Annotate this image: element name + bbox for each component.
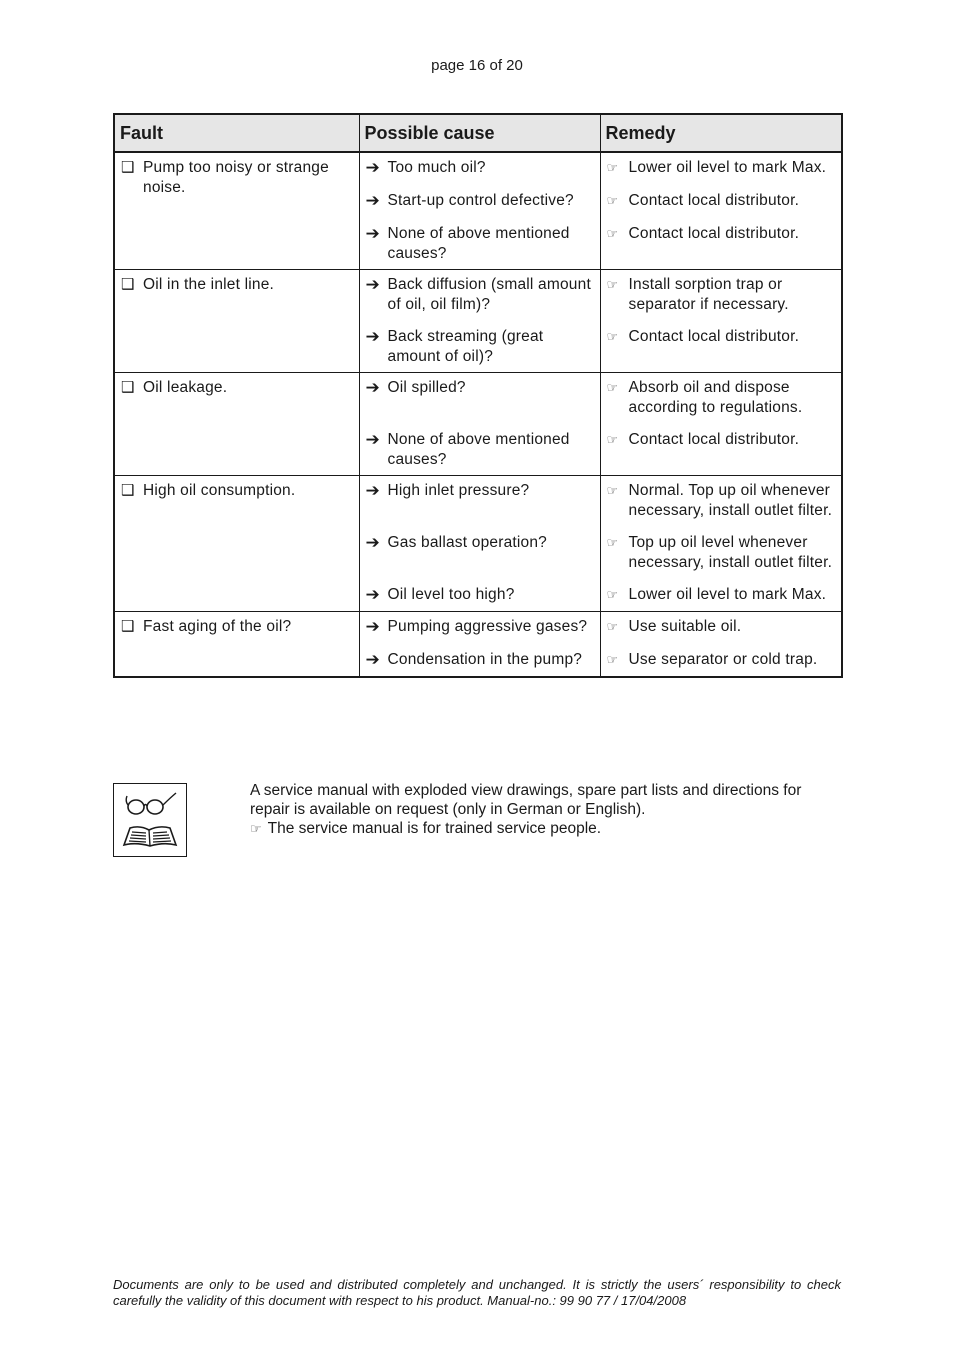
- arrow-right-icon: ➔: [365, 650, 380, 669]
- pointing-hand-icon: ☞: [606, 380, 619, 395]
- remedy-item: [607, 617, 836, 637]
- fault-item-text: Oil leakage.: [143, 379, 228, 396]
- arrow-right-icon: ➔: [365, 617, 380, 636]
- table-row: [114, 612, 842, 678]
- remedy-item: [607, 378, 836, 417]
- remedy-cell: [600, 476, 842, 612]
- pointing-hand-icon: ☞: [606, 432, 619, 447]
- fault-item: [121, 481, 353, 501]
- footer-disclaimer: Documents are only to be used and distributed completely and unchanged. It is strictly the users´ responsibility to check carefully the validity of this document with respect to his product. Manual-no.: 99 90 77 / 17/04/2008: [113, 1277, 841, 1308]
- cause-item: [366, 430, 594, 469]
- pointing-hand-icon: ☞: [606, 160, 619, 175]
- pointing-hand-icon: ☞: [606, 226, 619, 241]
- fault-item: [121, 617, 353, 637]
- fault-cell: [114, 152, 359, 270]
- remedy-item: [607, 481, 836, 520]
- pointing-hand-icon: ☞: [606, 483, 619, 498]
- remedy-item-text: Use separator or cold trap.: [628, 651, 818, 668]
- remedy-cell: [600, 373, 842, 476]
- remedy-item: [607, 585, 836, 605]
- checkbox-icon: ❑: [121, 276, 135, 293]
- fault-item: [121, 158, 353, 197]
- pointing-hand-icon: ☞: [250, 821, 262, 836]
- arrow-right-icon: ➔: [365, 533, 380, 552]
- remedy-item-text: Absorb oil and dispose according to regulations.: [628, 379, 803, 416]
- remedy-item-text: Install sorption trap or separator if necessary.: [628, 276, 789, 313]
- fault-item-text: Oil in the inlet line.: [143, 276, 275, 293]
- table-row: [114, 152, 842, 270]
- fault-item: [121, 275, 353, 295]
- cause-item: [366, 585, 594, 605]
- cause-item: [366, 481, 594, 520]
- remedy-item: [607, 533, 836, 572]
- service-manual-hint: [250, 819, 845, 838]
- cause-cell: [359, 612, 600, 678]
- remedy-item-text: Contact local distributor.: [628, 328, 800, 345]
- cause-item: [366, 158, 594, 178]
- cause-item-text: Gas ballast operation?: [387, 534, 547, 551]
- cause-cell: [359, 476, 600, 612]
- checkbox-icon: ❑: [121, 379, 135, 396]
- arrow-right-icon: ➔: [365, 158, 380, 177]
- remedy-item: [607, 158, 836, 178]
- arrow-right-icon: ➔: [365, 585, 380, 604]
- cause-item-text: Pumping aggressive gases?: [387, 618, 588, 635]
- pointing-hand-icon: ☞: [606, 652, 619, 667]
- pointing-hand-icon: ☞: [606, 193, 619, 208]
- pointing-hand-icon: ☞: [606, 619, 619, 634]
- glasses-and-book-icon: [114, 784, 186, 856]
- fault-cell: [114, 612, 359, 678]
- header-remedy: Remedy: [600, 114, 842, 152]
- cause-item: [366, 275, 594, 314]
- remedy-item-text: Top up oil level whenever necessary, install outlet filter.: [628, 534, 833, 571]
- pointing-hand-icon: ☞: [606, 277, 619, 292]
- arrow-right-icon: ➔: [365, 191, 380, 210]
- cause-item-text: Back diffusion (small amount of oil, oil film)?: [387, 276, 591, 313]
- remedy-cell: [600, 152, 842, 270]
- fault-cell: [114, 373, 359, 476]
- cause-item-text: None of above mentioned causes?: [387, 225, 570, 262]
- arrow-right-icon: ➔: [365, 327, 380, 346]
- fault-item-text: Pump too noisy or strange noise.: [143, 159, 329, 196]
- remedy-item: [607, 191, 836, 211]
- remedy-item: [607, 275, 836, 314]
- remedy-cell: [600, 612, 842, 678]
- cause-item-text: High inlet pressure?: [387, 482, 530, 499]
- fault-item: [121, 378, 353, 398]
- arrow-right-icon: ➔: [365, 481, 380, 500]
- page-number: page 16 of 20: [431, 57, 523, 74]
- cause-item-text: None of above mentioned causes?: [387, 431, 570, 468]
- cause-item: [366, 378, 594, 417]
- table-row: [114, 373, 842, 476]
- remedy-item-text: Lower oil level to mark Max.: [628, 586, 827, 603]
- cause-cell: [359, 373, 600, 476]
- checkbox-icon: ❑: [121, 159, 135, 176]
- remedy-item: [607, 430, 836, 469]
- header-fault: Fault: [114, 114, 359, 152]
- cause-item: [366, 533, 594, 572]
- remedy-item-text: Normal. Top up oil whenever necessary, install outlet filter.: [628, 482, 833, 519]
- cause-item: [366, 224, 594, 263]
- fault-item-text: High oil consumption.: [143, 482, 296, 499]
- service-manual-hint-text: The service manual is for trained service people.: [267, 820, 602, 837]
- cause-item-text: Condensation in the pump?: [387, 651, 583, 668]
- arrow-right-icon: ➔: [365, 224, 380, 243]
- table-row: [114, 270, 842, 373]
- cause-item-text: Back streaming (great amount of oil)?: [387, 328, 544, 365]
- cause-item: [366, 327, 594, 366]
- fault-item-text: Fast aging of the oil?: [143, 618, 292, 635]
- arrow-right-icon: ➔: [365, 378, 380, 397]
- cause-item: [366, 617, 594, 637]
- remedy-item-text: Use suitable oil.: [628, 618, 742, 635]
- header-possible-cause: Possible cause: [359, 114, 600, 152]
- remedy-item-text: Contact local distributor.: [628, 192, 800, 209]
- remedy-item-text: Contact local distributor.: [628, 431, 800, 448]
- remedy-item: [607, 650, 836, 670]
- checkbox-icon: ❑: [121, 618, 135, 635]
- cause-item-text: Oil spilled?: [387, 379, 466, 396]
- arrow-right-icon: ➔: [365, 275, 380, 294]
- manual-icon: [113, 783, 187, 857]
- remedy-item-text: Lower oil level to mark Max.: [628, 159, 827, 176]
- cause-item: [366, 650, 594, 670]
- cause-cell: [359, 152, 600, 270]
- fault-cell: [114, 476, 359, 612]
- remedy-item: [607, 327, 836, 366]
- service-manual-text: A service manual with exploded view drawings, spare part lists and directions for repair is available on request (only in German or English).: [250, 782, 802, 818]
- checkbox-icon: ❑: [121, 482, 135, 499]
- troubleshooting-table: [113, 113, 843, 678]
- fault-cell: [114, 270, 359, 373]
- pointing-hand-icon: ☞: [606, 329, 619, 344]
- arrow-right-icon: ➔: [365, 430, 380, 449]
- cause-item-text: Oil level too high?: [387, 586, 515, 603]
- pointing-hand-icon: ☞: [606, 587, 619, 602]
- remedy-cell: [600, 270, 842, 373]
- remedy-item: [607, 224, 836, 263]
- cause-item-text: Too much oil?: [387, 159, 486, 176]
- cause-cell: [359, 270, 600, 373]
- remedy-item-text: Contact local distributor.: [628, 225, 800, 242]
- pointing-hand-icon: ☞: [606, 535, 619, 550]
- table-header-row: [114, 114, 842, 152]
- table-row: [114, 476, 842, 612]
- cause-item-text: Start-up control defective?: [387, 192, 574, 209]
- service-manual-note: [250, 781, 845, 838]
- cause-item: [366, 191, 594, 211]
